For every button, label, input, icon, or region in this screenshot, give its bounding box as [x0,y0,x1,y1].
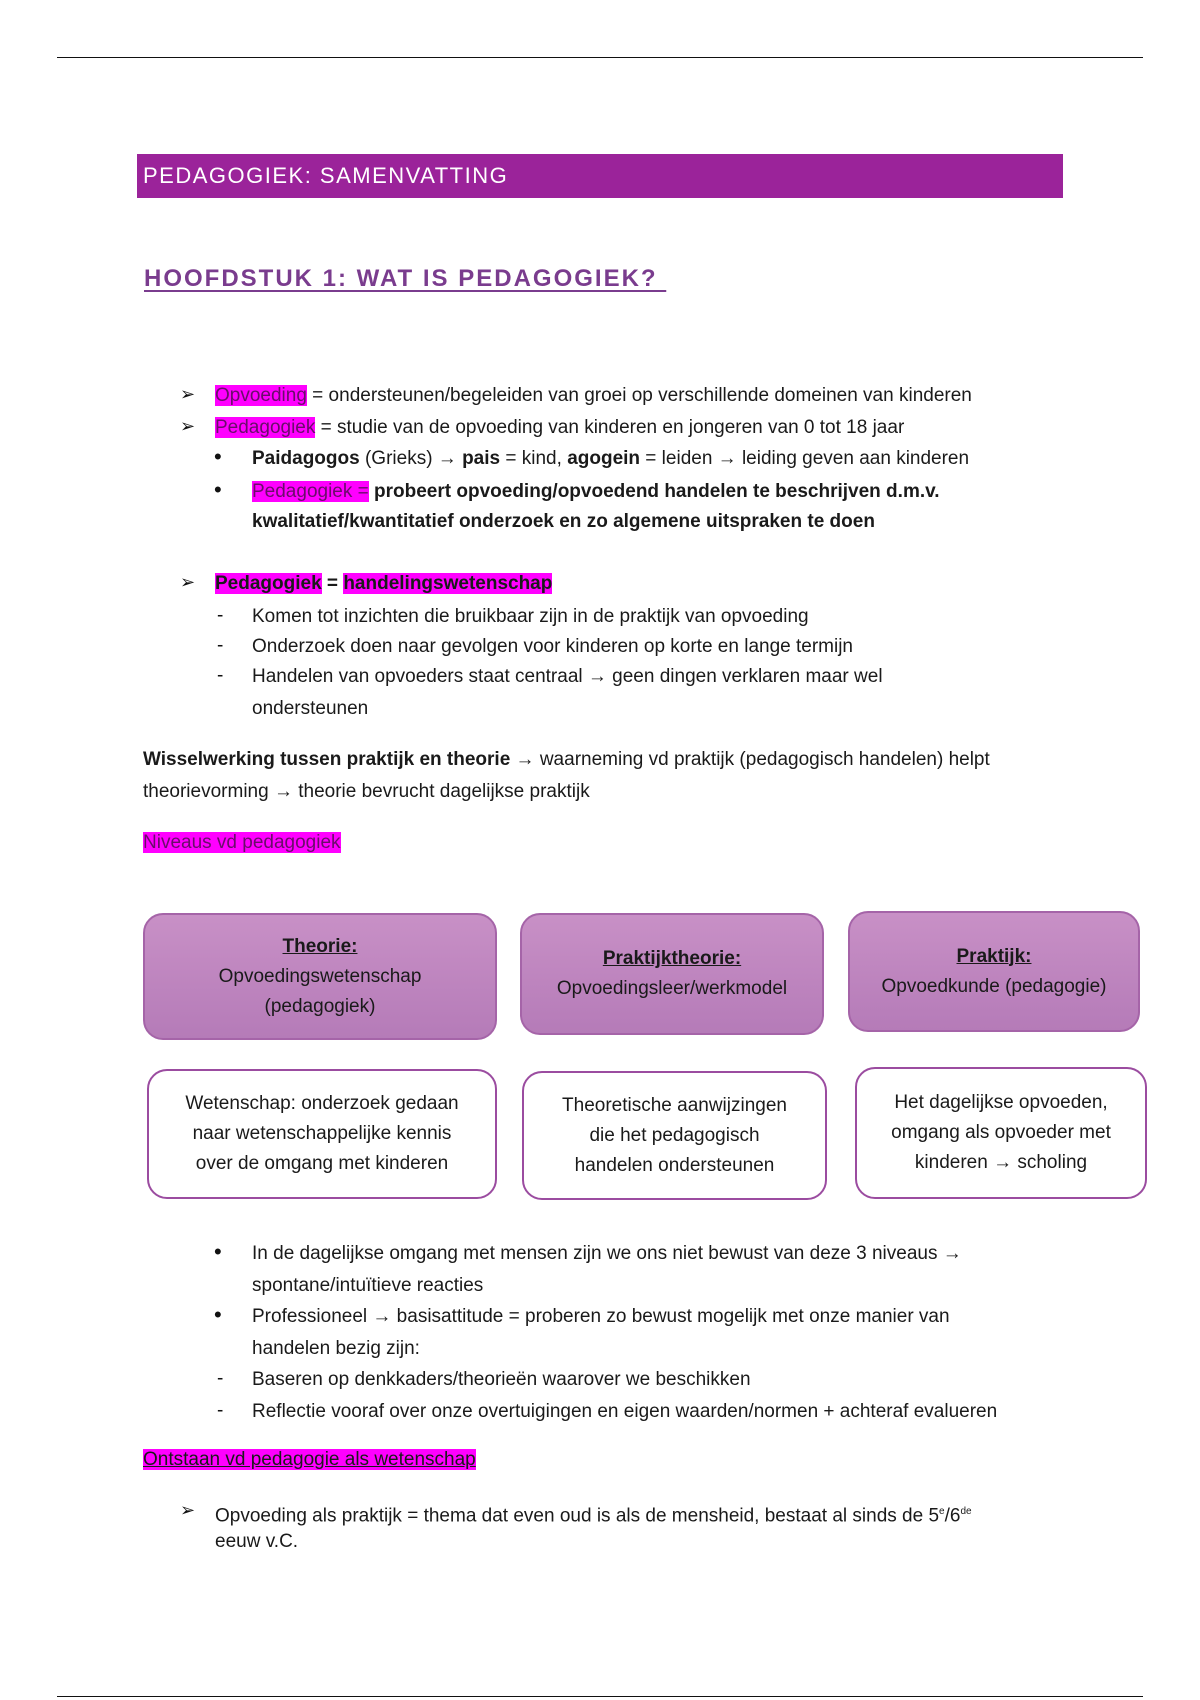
text: = kind, [500,448,568,469]
list-item: Onderzoek doen naar gevolgen voor kinderen op korte en lange termijn [252,636,853,657]
level-desc: Opvoedingswetenschap [218,965,422,987]
pedagogiek-beschrijven-cont: kwalitatief/kwantitatief onderzoek en zo algemene uitspraken te doen [252,511,875,532]
list-item: Professioneel → basisattitude = proberen zo bewust mogelijk met onze manier van [252,1306,950,1327]
bottom-rule [57,1696,1143,1697]
wisselwerking-cont: theorievorming → theorie bevrucht dagelijkse praktijk [143,781,590,802]
arrow-bullet-icon: ➢ [180,1500,196,1520]
level-title: Praktijktheorie: [602,948,742,969]
dash-bullet-icon: - [217,635,224,656]
ontstaan-line [215,1500,972,1528]
text: Opvoeding als praktijk = thema dat even oud is als de mensheid, bestaat al sinds de 5 [215,1505,940,1527]
level-desc: Opvoedkunde (pedagogie) [881,975,1107,997]
arrow-bullet-icon: ➢ [180,416,196,436]
highlight-term: Pedagogiek [215,417,316,438]
bold-text: Wisselwerking tussen praktijk en theorie [143,749,511,770]
level-desc: Opvoedingsleer/werkmodel [556,978,788,999]
desc-line: Theoretische aanwijzingen [562,1094,787,1116]
equals: = [321,573,344,594]
dot-bullet-icon: • [214,477,222,502]
list-item: Handelen van opvoeders staat centraal → geen dingen verklaren maar wel [252,666,883,687]
desc-line: over de omgang met kinderen [195,1153,449,1174]
bold-text: probeert opvoeding/opvoedend handelen te beschrijven d.m.v. [368,481,940,502]
text: (Grieks) → [359,448,463,469]
text: /6 [944,1505,961,1527]
desc-line: omgang als opvoeder met [891,1122,1111,1143]
desc-line: die het pedagogisch [589,1124,760,1146]
ontstaan-heading [143,1448,476,1472]
level-desc-box-praktijk [855,1067,1147,1199]
level-title: Praktijk: [956,945,1032,967]
highlight-heading: Ontstaan vd pedagogie als wetenschap [143,1449,476,1470]
list-item-cont: ondersteunen [252,698,369,719]
level-box-theorie [143,913,497,1040]
highlight-term: Pedagogiek [215,573,322,594]
dot-bullet-icon: • [214,444,222,469]
dot-bullet-icon: • [214,1302,222,1327]
definition-pedagogiek [215,416,904,440]
dash-bullet-icon: - [217,665,224,686]
niveaus-heading [143,831,341,855]
level-desc-box-theorie [147,1069,497,1199]
superscript: e [939,1506,945,1517]
desc-line: kinderen → scholing [914,1152,1088,1173]
list-item: In de dagelijkse omgang met mensen zijn we ons niet bewust van deze 3 niveaus → [252,1243,962,1264]
definition-text: = ondersteunen/begeleiden van groei op verschillende domeinen van kinderen [306,385,972,406]
list-item: Baseren op denkkaders/theorieën waarover we beschikken [252,1369,751,1390]
dash-bullet-icon: - [217,1368,224,1389]
highlight-term: handelingswetenschap [343,573,553,594]
term-bold: Paidagogos [252,448,360,469]
list-item-cont: spontane/intuïtieve reacties [252,1275,484,1296]
desc-line: Het dagelijkse opvoeden, [894,1092,1108,1113]
term-bold: pais [462,448,501,469]
definition-opvoeding [215,384,972,408]
text: → waarneming vd praktijk (pedagogisch handelen) helpt [510,749,990,770]
top-rule [57,57,1143,58]
dash-bullet-icon: - [217,1400,224,1421]
list-item-cont: handelen bezig zijn: [252,1338,420,1359]
list-item: Reflectie vooraf over onze overtuigingen en eigen waarden/normen + achteraf evalueren [252,1401,998,1422]
desc-line: Wetenschap: onderzoek gedaan [185,1093,459,1114]
text: = leiden → leiding geven aan kinderen [640,448,970,469]
level-title: Theorie: [282,935,358,957]
paidagogos-line [252,447,969,471]
arrow-bullet-icon: ➢ [180,572,196,592]
level-box-praktijk [848,911,1140,1032]
wisselwerking-paragraph [143,748,990,772]
document-title: PEDAGOGIEK: SAMENVATTING [143,163,509,188]
level-box-praktijktheorie [520,913,824,1035]
ontstaan-cont: eeuw v.C. [215,1531,299,1552]
highlight-heading: Niveaus vd pedagogiek [143,832,341,853]
list-item: Komen tot inzichten die bruikbaar zijn in de praktijk van opvoeding [252,606,809,627]
dash-bullet-icon: - [217,605,224,626]
level-desc-box-praktijktheorie [522,1071,827,1200]
term-bold: agogein [567,448,641,469]
chapter-heading: HOOFDSTUK 1: WAT IS PEDAGOGIEK? [144,265,667,292]
level-desc: (pedagogiek) [264,995,376,1017]
definition-text: = studie van de opvoeding van kinderen en jongeren van 0 tot 18 jaar [315,417,905,438]
dot-bullet-icon: • [214,1239,222,1264]
superscript: de [960,1506,972,1517]
pedagogiek-beschrijven-line [252,480,940,504]
desc-line: naar wetenschappelijke kennis [192,1123,452,1144]
document-title-bar [137,154,1063,198]
arrow-bullet-icon: ➢ [180,384,196,404]
highlight-term: Pedagogiek = [252,481,369,502]
highlight-term: Opvoeding [215,385,307,406]
handelingswetenschap-line [215,572,552,596]
desc-line: handelen ondersteunen [574,1154,775,1176]
